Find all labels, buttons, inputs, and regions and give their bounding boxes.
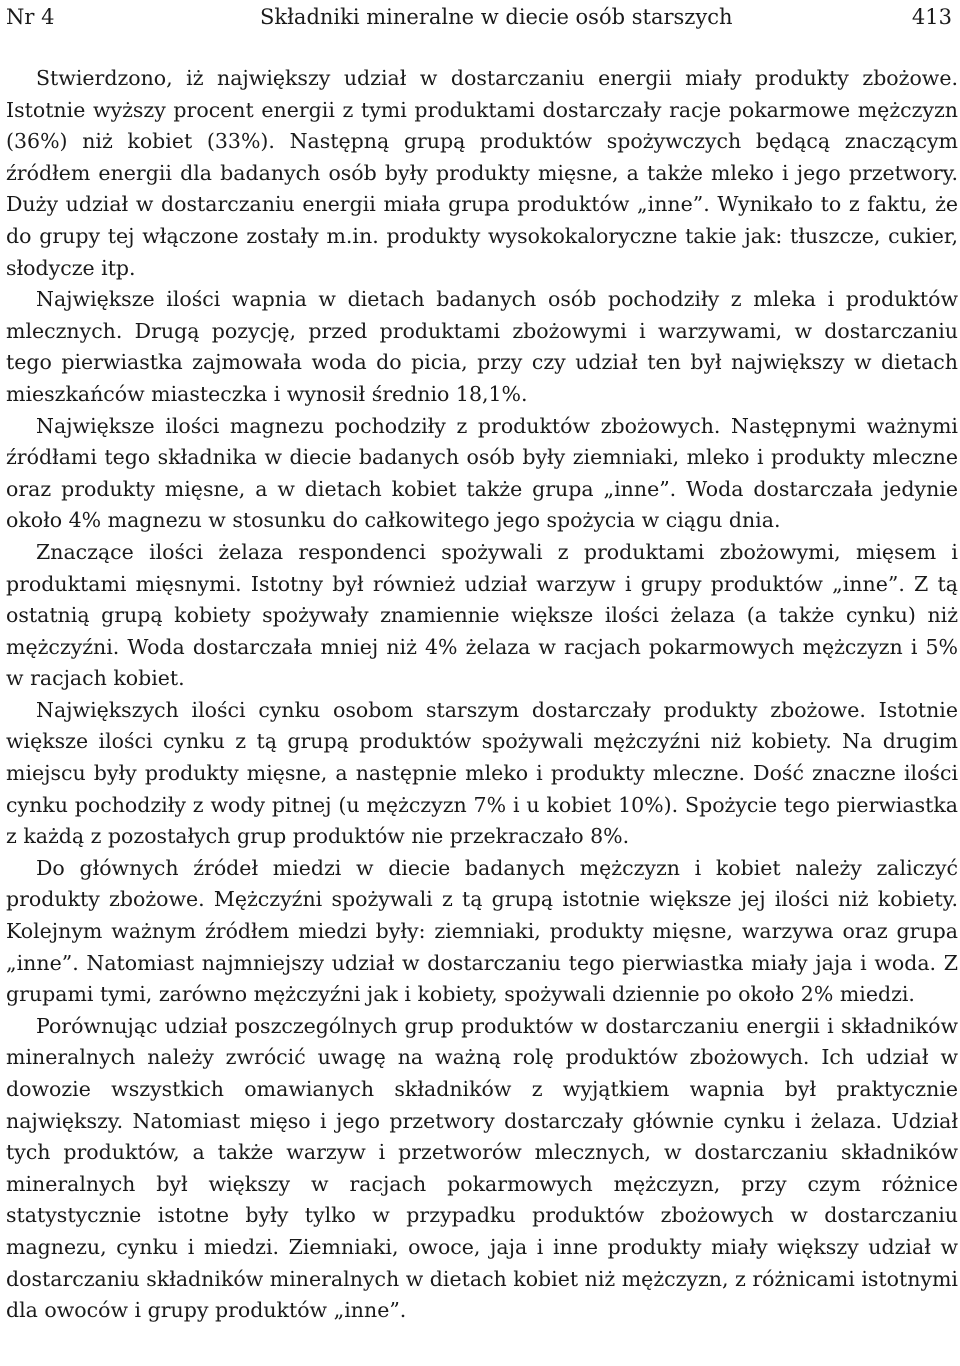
running-head	[0, 4, 960, 32]
running-title: Składniki mineralne w diecie osób starszych	[260, 5, 733, 29]
paragraph-calcium: Największe ilości wapnia w dietach badanych osób pochodziły z mleka i produktów mlecznych. Drugą pozycję, przed produktami zbożowymi i warzywami, w dostarczaniu tego pierwiastka zajmowała woda do picia, przy czy udział ten był największy w dietach mieszkańców miasteczka i wynosił średnio 18,1%.	[6, 287, 958, 406]
article-body	[6, 63, 958, 1327]
paragraph-magnesium: Największe ilości magnezu pochodziły z produktów zbożowych. Następnymi ważnymi źródłami tego składnika w diecie badanych osób były ziemniaki, mleko i produkty mleczne oraz produkty mięsne, a w dietach kobiet także grupa „inne”. Woda dostarczała jedynie około 4% magnezu w stosunku do całkowitego jego spożycia w ciągu dnia.	[6, 413, 958, 533]
paragraph-iron: Znaczące ilości żelaza respondenci spożywali z produktami zbożowymi, mięsem i produktami mięsnymi. Istotny był również udział warzyw i grupy produktów „inne”. Z tą ostatnią grupą kobiety spożywały znamiennie większe ilości żelaza (a także cynku) niż mężczyźni. Woda dostarczała mniej niż 4% żelaza w racjach pokarmowych mężczyzn i 5% w racjach kobiet.	[6, 539, 958, 691]
paragraph-comparison: Porównując udział poszczególnych grup produktów w dostarczaniu energii i składników mineralnych należy zwrócić uwagę na ważną rolę produktów zbożowych. Ich udział w dowozie wszystkich omawianych składników z wyjątkiem wapnia był praktycznie największy. Natomiast mięso i jego przetwory dostarczały głównie cynku i żelaza. Udział tych produktów, a także warzyw i przetworów mlecznych, w dostarczaniu składników mineralnych był większy w racjach pokarmowych mężczyzn, przy czym różnice statystycznie istotne były tylko w przypadku produktów zbożowych w dostarczaniu magnezu, cynku i miedzi. Ziemniaki, owoce, jaja i inne produkty miały większy udział w dostarczaniu składników mineralnych w dietach kobiet niż mężczyzn, z różnicami istotnymi dla owoców i grupy produktów „inne”.	[6, 1013, 958, 1323]
paragraph-zinc: Największych ilości cynku osobom starszym dostarczały produkty zbożowe. Istotnie większe ilości cynku z tą grupą produktów spożywali mężczyźni niż kobiety. Na drugim miejscu były produkty mięsne, a następnie mleko i produkty mleczne. Dość znaczne ilości cynku pochodziły z wody pitnej (u mężczyzn 7% i u kobiet 10%). Spożycie tego pierwiastka z każdą z pozostałych grup produktów nie przekraczało 8%.	[6, 697, 958, 849]
paragraph-energy-sources: Stwierdzono, iż największy udział w dostarczaniu energii miały produkty zbożowe. Istotnie wyższy procent energii z tymi produktami dostarczały racje pokarmowe mężczyzn (36%) niż kobiet (33%). Następną grupą produktów spożywczych będącą znaczącym źródłem energii dla badanych osób były produkty mięsne, a także mleko i jego przetwory. Duży udział w dostarczaniu energii miała grupa produktów „inne”. Wynikało to z faktu, że do grupy tej włączone zostały m.in. produkty wysokokaloryczne takie jak: tłuszcze, cukier, słodycze itp.	[6, 66, 958, 280]
paragraph-copper: Do głównych źródeł miedzi w diecie badanych mężczyzn i kobiet należy zaliczyć produkty zbożowe. Mężczyźni spożywali z tą grupą istotnie większe jej ilości niż kobiety. Kolejnym ważnym źródłem miedzi były: ziemniaki, produkty mięsne, warzywa oraz grupa „inne”. Natomiast najmniejszy udział w dostarczaniu tego pierwiastka miały jaja i woda. Z grupami tymi, zarówno mężczyźni jak i kobiety, spożywali dziennie po około 2% miedzi.	[6, 855, 958, 1007]
issue-number: Nr 4	[6, 5, 55, 29]
page-number: 413	[911, 5, 952, 29]
